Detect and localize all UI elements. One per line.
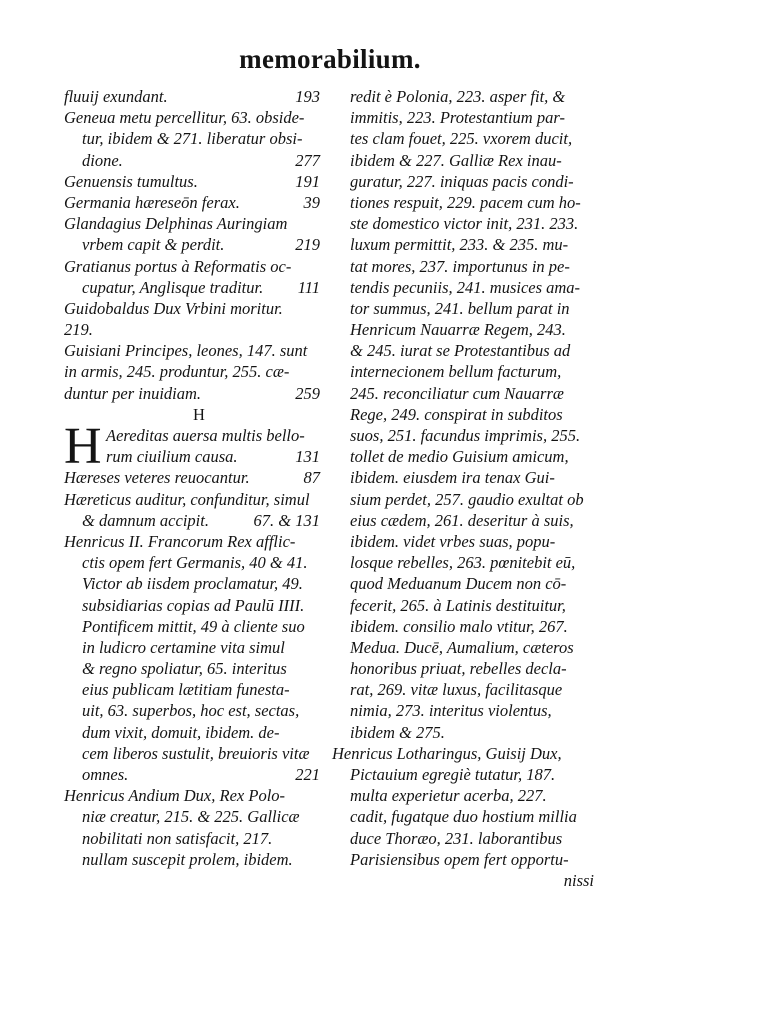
index-line-text: rat, 269. vitæ luxus, facilitasque (350, 680, 563, 700)
index-line-text: Hæreses veteres reuocantur. (64, 468, 250, 488)
index-line (332, 531, 594, 552)
index-line-text: fluuij exundant. (64, 87, 168, 106)
index-line (332, 86, 594, 107)
index-line-text: Aereditas auersa multis bello- (106, 426, 305, 445)
index-line-text: duntur per inuidiam. (64, 383, 202, 403)
index-line (64, 425, 320, 446)
page-reference: 259 (295, 383, 320, 403)
index-line-text: omnes. (82, 765, 129, 785)
index-line (332, 510, 594, 531)
index-line (332, 616, 594, 637)
index-line (332, 764, 594, 785)
index-line (332, 679, 594, 700)
index-line-text: & 245. iurat se Protestantibus ad (350, 341, 571, 361)
index-line (64, 467, 320, 488)
index-line-text: Medua. Ducē, Aumalium, cæteros (350, 637, 574, 657)
index-line (64, 383, 320, 404)
index-line (64, 86, 320, 107)
index-line-text: fecerit, 265. à Latinis destituitur, (350, 595, 566, 615)
index-line (64, 531, 320, 552)
index-line-text: immitis, 223. Protestantium par- (350, 108, 565, 128)
index-line (64, 340, 320, 361)
index-line-text: uit, 63. superbos, hoc est, sectas, (82, 701, 300, 721)
index-line-text: ibidem. consilio malo vtitur, 267. (350, 616, 568, 636)
index-line (64, 298, 320, 319)
index-line (64, 679, 320, 700)
index-line-text: redit è Polonia, 223. asper fit, & (350, 87, 566, 106)
index-line-text: subsidiarias copias ad Paulū IIII. (82, 595, 305, 615)
index-line-text: dum vixit, domuit, ibidem. de- (82, 722, 280, 742)
index-line (332, 192, 594, 213)
index-line (64, 319, 320, 340)
index-line-text: vrbem capit & perdit. (82, 235, 225, 255)
index-line (332, 849, 594, 870)
index-line-text: sium perdet, 257. gaudio exultat ob (350, 489, 584, 509)
index-line (332, 150, 594, 171)
index-line (332, 383, 594, 404)
index-line-text: Henricus Lotharingus, Guisij Dux, (332, 743, 562, 763)
entries-h-section (64, 467, 320, 870)
page-reference: 191 (295, 171, 320, 191)
index-line (332, 425, 594, 446)
index-line (64, 277, 320, 298)
index-line (64, 489, 320, 510)
index-line (64, 637, 320, 658)
index-line (64, 595, 320, 616)
index-line-text: suos, 251. facundus imprimis, 255. (350, 426, 581, 445)
dropcap-letter: H (64, 418, 102, 475)
index-line-text: nimia, 273. interitus violentus, (350, 701, 552, 721)
index-line (332, 298, 594, 319)
page-reference: 111 (297, 277, 320, 297)
index-line-text: Victor ab iisdem proclamatur, 49. (82, 574, 303, 594)
page-reference: 67. & 131 (253, 510, 320, 530)
index-line (64, 192, 320, 213)
index-line-text: Gratianus portus à Reformatis oc- (64, 256, 292, 276)
index-line-text: Glandagius Delphinas Auringiam (64, 214, 288, 234)
index-line (332, 340, 594, 361)
index-line-text: Guisiani Principes, leones, 147. sunt (64, 341, 308, 361)
index-line (332, 107, 594, 128)
index-line-text: Pontificem mittit, 49 à cliente suo (82, 616, 305, 636)
index-line-text: ibidem. videt vrbes suas, popu- (350, 531, 556, 551)
index-line (64, 361, 320, 382)
index-line-text: Henricus Andium Dux, Rex Polo- (64, 786, 286, 806)
section-letter-h: H (193, 404, 205, 424)
index-line-text: Henricum Nauarræ Regem, 243. (350, 320, 566, 340)
index-line (332, 277, 594, 298)
index-line-text: tiones respuit, 229. pacem cum ho- (350, 192, 581, 212)
index-line (332, 467, 594, 488)
index-line-text: Germania hæreseōn ferax. (64, 192, 240, 212)
index-line-text: Henricus II. Francorum Rex afflic- (64, 531, 296, 551)
index-line-text: Hæreticus auditur, confunditur, simul (64, 489, 310, 509)
index-line (332, 785, 594, 806)
index-line-text: in armis, 245. produntur, 255. cæ- (64, 362, 290, 382)
index-line (332, 658, 594, 679)
index-line-text: quod Meduanum Ducem non cō- (350, 574, 567, 594)
index-line-text: Geneua metu percellitur, 63. obside- (64, 108, 305, 128)
index-line (332, 404, 594, 425)
dropcap-lines (64, 425, 320, 467)
index-line (64, 616, 320, 637)
index-line (64, 256, 320, 277)
index-line (64, 764, 320, 785)
index-line-text: cadit, fugatque duo hostium millia (350, 807, 577, 827)
index-line-text: niæ creatur, 215. & 225. Gallicæ (82, 807, 300, 827)
page-reference: 87 (303, 468, 320, 488)
index-line (332, 806, 594, 827)
page-reference: 193 (295, 87, 320, 106)
page-reference: 219 (295, 235, 320, 255)
index-line-text: tes clam fouet, 225. vxorem ducit, (350, 129, 573, 149)
index-line-text: & regno spoliatur, 65. interitus (82, 659, 287, 679)
index-line-text: tur, ibidem & 271. liberatur obsi- (82, 129, 303, 149)
page-header-title: memorabilium. (239, 44, 421, 74)
index-line-text: Parisiensibus opem fert opportu- (350, 849, 569, 869)
index-line (64, 150, 320, 171)
index-line-text: internecionem bellum facturum, (350, 362, 562, 382)
index-line (332, 234, 594, 255)
index-line (332, 743, 594, 764)
page-reference: 131 (295, 447, 320, 467)
dropcap-entry (64, 418, 320, 475)
index-line-text: rum ciuilium causa. (106, 447, 238, 467)
index-line (64, 552, 320, 573)
page-reference: 221 (295, 765, 320, 785)
index-line (332, 171, 594, 192)
index-line (64, 128, 320, 149)
index-line-text: 219. (64, 320, 93, 340)
index-line-text: cem liberos sustulit, breuioris vitæ (82, 743, 310, 763)
index-line-text: 245. reconciliatur cum Nauarræ (350, 383, 564, 403)
index-line-text: duce Thoræo, 231. laborantibus (350, 828, 563, 848)
index-column-right (332, 86, 594, 891)
index-line (64, 213, 320, 234)
index-line (332, 489, 594, 510)
index-line (64, 722, 320, 743)
index-line-text: losque rebelles, 263. pœnitebit eū, (350, 553, 576, 573)
page-reference: 277 (295, 150, 320, 170)
index-line-text: Genuensis tumultus. (64, 171, 198, 191)
index-line (64, 785, 320, 806)
index-line-text: nullam suscepit prolem, ibidem. (82, 849, 293, 869)
index-line (64, 806, 320, 827)
index-line (332, 361, 594, 382)
entries-g-section (64, 86, 320, 404)
index-line-text: Rege, 249. conspirat in subditos (350, 404, 563, 424)
index-line-text: ctis opem fert Germanis, 40 & 41. (82, 553, 308, 573)
index-line-text: luxum permittit, 233. & 235. mu- (350, 235, 569, 255)
index-line (64, 743, 320, 764)
index-line (332, 213, 594, 234)
index-line (332, 595, 594, 616)
index-line (64, 234, 320, 255)
index-line-text: dione. (82, 150, 123, 170)
index-line (332, 722, 594, 743)
index-line (332, 637, 594, 658)
index-line-text: cupatur, Anglisque traditur. (82, 277, 264, 297)
index-line (64, 107, 320, 128)
index-line (64, 849, 320, 870)
index-line-text: Guidobaldus Dux Vrbini moritur. (64, 298, 283, 318)
index-line-text: tollet de medio Guisium amicum, (350, 447, 569, 467)
index-line-text: multa experietur acerba, 227. (350, 786, 547, 806)
index-line-text: guratur, 227. iniquas pacis condi- (350, 171, 574, 191)
index-line-text: & damnum accipit. (82, 510, 209, 530)
index-line (64, 171, 320, 192)
index-line-text: eius publicam lætitiam funesta- (82, 680, 290, 700)
page-reference: 39 (303, 192, 320, 212)
index-line-text: tor summus, 241. bellum parat in (350, 298, 570, 318)
catchword: nissi (563, 870, 594, 890)
index-line-text: ibidem & 227. Galliæ Rex inau- (350, 150, 562, 170)
index-line-text: tat mores, 237. importunus in pe- (350, 256, 570, 276)
index-line (332, 573, 594, 594)
index-line (64, 510, 320, 531)
index-line (64, 658, 320, 679)
index-line-text: eius cædem, 261. deseritur à suis, (350, 510, 574, 530)
index-line-text: ibidem. eiusdem ira tenax Gui- (350, 468, 555, 488)
index-line (64, 573, 320, 594)
index-line-text: nobilitati non satisfacit, 217. (82, 828, 273, 848)
index-line (64, 828, 320, 849)
index-line (332, 128, 594, 149)
index-column-left (64, 86, 320, 870)
index-line (332, 446, 594, 467)
index-line (332, 319, 594, 340)
index-line (332, 256, 594, 277)
index-line (332, 700, 594, 721)
index-line-text: honoribus priuat, rebelles decla- (350, 659, 567, 679)
entries-continued (332, 86, 594, 870)
index-line (332, 828, 594, 849)
index-line (64, 700, 320, 721)
index-line-text: Pictauium egregiè tutatur, 187. (350, 765, 556, 784)
index-line-text: tendis pecuniis, 241. musices ama- (350, 277, 581, 297)
index-line-text: ibidem & 275. (350, 722, 445, 742)
index-line (64, 446, 320, 467)
index-line (332, 552, 594, 573)
index-line-text: ste domestico victor init, 231. 233. (350, 214, 579, 234)
index-line-text: in ludicro certamine vita simul (82, 637, 285, 657)
